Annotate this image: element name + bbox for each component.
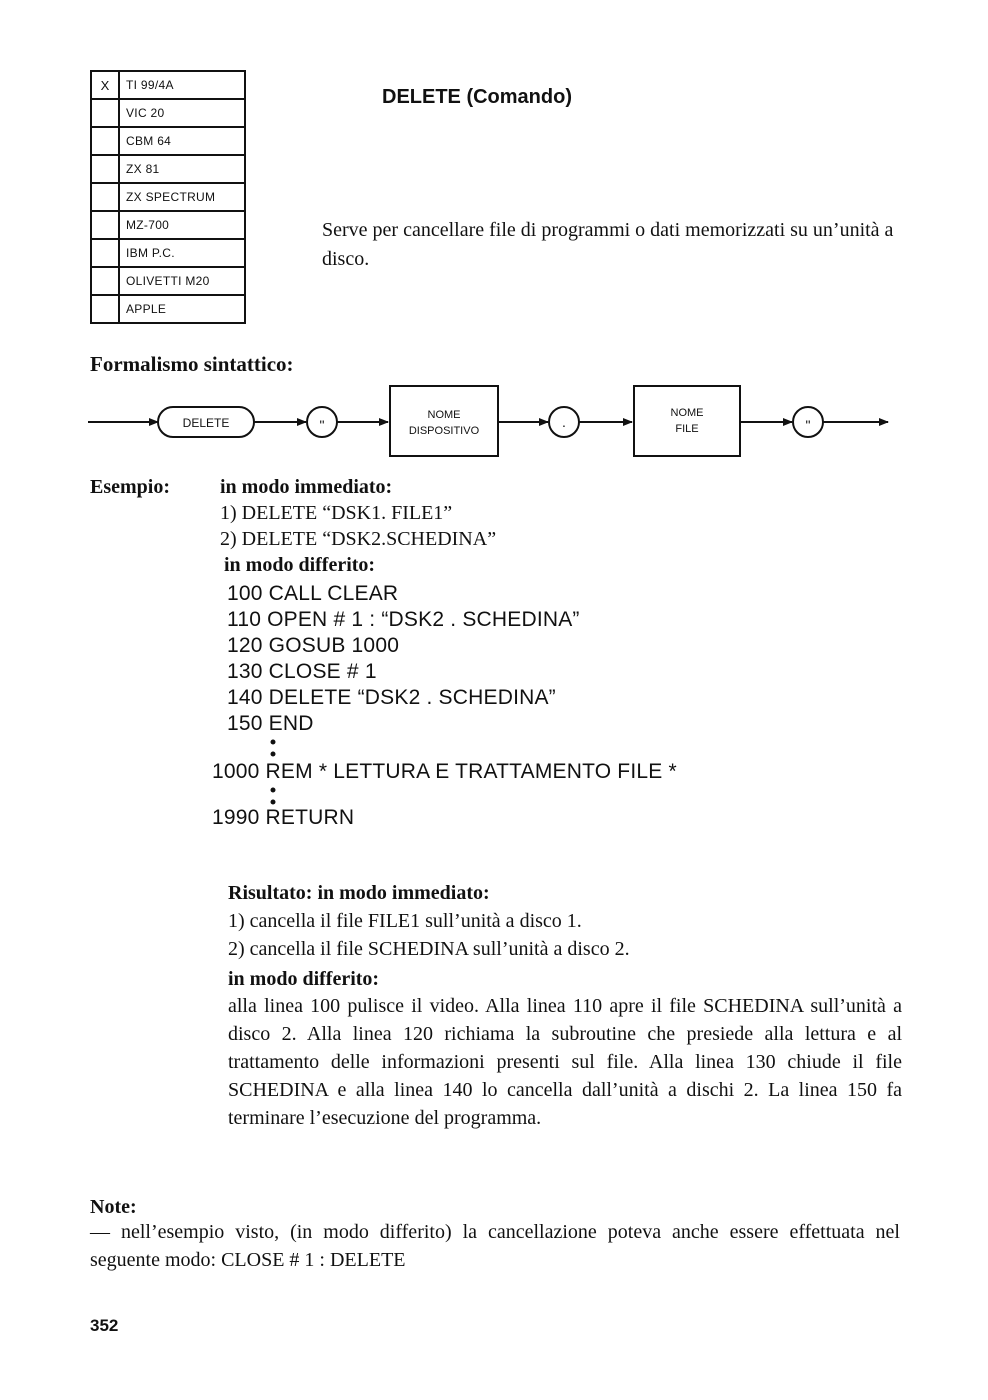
compat-name: MZ-700 <box>126 218 170 232</box>
code-line: 110 OPEN # 1 : “DSK2 . SCHEDINA” <box>227 608 580 631</box>
compat-row <box>92 72 244 98</box>
compat-mark <box>92 240 120 266</box>
compatibility-table <box>90 70 246 324</box>
compat-name: TI 99/4A <box>126 78 174 92</box>
compat-name: ZX 81 <box>126 162 160 176</box>
result-line: 1) cancella il file FILE1 sull’unità a disco 1. <box>228 910 582 932</box>
example-label: Esempio: <box>90 476 170 498</box>
compat-name: OLIVETTI M20 <box>126 274 210 288</box>
compat-row <box>92 126 244 154</box>
intro-paragraph: Serve per cancellare file di programmi o dati memorizzati su un’unità a disco. <box>322 219 894 270</box>
immediate-mode-heading: in modo immediato: <box>220 476 393 498</box>
dot-label: . <box>562 414 566 430</box>
compat-mark <box>92 268 120 294</box>
compat-mark: X <box>92 72 120 98</box>
code-line: 1000 REM * LETTURA E TRATTAMENTO FILE * <box>212 760 677 783</box>
result-heading: Risultato: in modo immediato: <box>228 882 490 904</box>
compat-mark <box>92 184 120 210</box>
quote-label: " <box>319 417 325 433</box>
compat-mark <box>92 212 120 238</box>
syntax-label: Formalismo sintattico: <box>90 352 294 376</box>
device-name-box <box>390 386 498 456</box>
compat-row <box>92 182 244 210</box>
immediate-example: 2) DELETE “DSK2.SCHEDINA” <box>220 528 497 550</box>
result-deferred-heading: in modo differito: <box>228 968 380 990</box>
code-line: 150 END <box>227 712 314 735</box>
ellipsis-dots <box>268 738 278 760</box>
code-line: 130 CLOSE # 1 <box>227 660 377 683</box>
keyword-label: DELETE <box>182 416 230 430</box>
note-item: — nell’esempio visto, (in modo differito) la cancellazione poteva anche essere effettuata nel seguente modo: CLOSE # 1 : DELETE <box>90 1221 900 1271</box>
device-label-line2: DISPOSITIVO <box>408 425 480 437</box>
quote-label: " <box>805 417 811 433</box>
compat-mark <box>92 296 120 322</box>
compat-name: APPLE <box>126 302 167 316</box>
compat-row <box>92 238 244 266</box>
result-deferred-text: alla linea 100 pulisce il video. Alla linea 110 apre il file SCHEDINA sull’unità a disco 2. Alla linea 120 richiama la subroutine che presiede alla lettura e al trattamento delle informazioni presenti sul file. Alla linea 130 chiude il file SCHEDINA e alla linea 140 lo cancella dall’unità a dischi 2. La linea 150 fa terminare l’esecuzione del programma. <box>228 995 902 1129</box>
compat-mark <box>92 128 120 154</box>
compat-name: CBM 64 <box>126 134 172 148</box>
compat-row <box>92 210 244 238</box>
file-label-line2: FILE <box>675 423 699 435</box>
result-line: 2) cancella il file SCHEDINA sull’unità a disco 2. <box>228 938 630 960</box>
code-line: 100 CALL CLEAR <box>227 582 399 605</box>
immediate-example: 1) DELETE “DSK1. FILE1” <box>220 502 453 524</box>
code-line: 1990 RETURN <box>212 806 355 829</box>
file-label-line1: NOME <box>670 407 704 419</box>
ellipsis-dots <box>268 786 278 808</box>
page-number: 352 <box>90 1316 119 1335</box>
code-line: 140 DELETE “DSK2 . SCHEDINA” <box>227 686 556 709</box>
device-label-line1: NOME <box>427 409 461 421</box>
compat-name: VIC 20 <box>126 106 165 120</box>
deferred-mode-heading: in modo differito: <box>224 554 376 576</box>
compat-row <box>92 154 244 182</box>
compat-row <box>92 98 244 126</box>
compat-mark <box>92 100 120 126</box>
syntax-diagram <box>80 378 900 460</box>
compat-row <box>92 266 244 294</box>
page-title: DELETE (Comando) <box>382 86 572 108</box>
compat-row <box>92 294 244 322</box>
code-line: 120 GOSUB 1000 <box>227 634 400 657</box>
compat-mark <box>92 156 120 182</box>
compat-name: IBM P.C. <box>126 246 175 260</box>
notes-label: Note: <box>90 1196 137 1218</box>
compat-name: ZX SPECTRUM <box>126 190 216 204</box>
file-name-box <box>634 386 740 456</box>
